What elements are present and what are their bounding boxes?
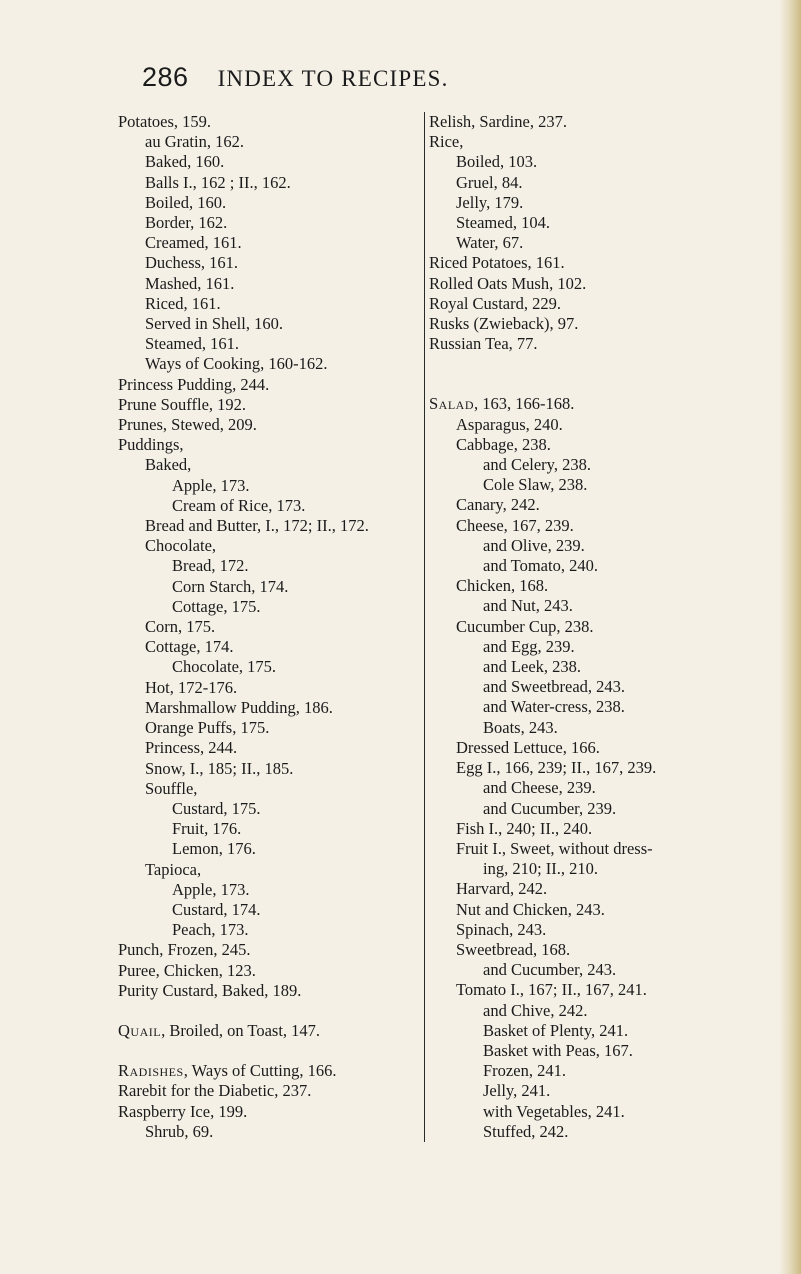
index-entry bbox=[429, 435, 779, 455]
section-letter-heading: Quail bbox=[118, 1020, 162, 1040]
section-letter-heading: Salad bbox=[429, 394, 475, 414]
index-entry bbox=[429, 516, 779, 536]
index-entry-text: Princess Pudding, 244. bbox=[118, 374, 270, 394]
index-entry-text: Chicken, 168. bbox=[456, 576, 549, 596]
index-entry bbox=[429, 657, 779, 677]
index-entry bbox=[118, 334, 418, 354]
page-header bbox=[142, 62, 449, 93]
index-entry bbox=[118, 698, 418, 718]
index-entry bbox=[429, 940, 779, 960]
index-entry bbox=[118, 213, 418, 233]
index-entry-text: Raspberry Ice, 199. bbox=[118, 1101, 248, 1121]
index-entry-text: Custard, 174. bbox=[172, 899, 261, 919]
index-entry-text: Spinach, 243. bbox=[456, 919, 547, 939]
index-entry-text: Custard, 175. bbox=[172, 798, 261, 818]
index-entry-text: Frozen, 241. bbox=[483, 1061, 566, 1081]
index-entry bbox=[429, 556, 779, 576]
index-entry bbox=[429, 819, 779, 839]
index-entry-text: and Cheese, 239. bbox=[483, 778, 596, 798]
index-entry bbox=[118, 536, 418, 556]
index-entry bbox=[118, 395, 418, 415]
index-entry-text: Rusks (Zwieback), 97. bbox=[429, 314, 579, 334]
index-entry-text: Prune Souffle, 192. bbox=[118, 394, 247, 414]
index-entry-text: Sweetbread, 168. bbox=[456, 939, 571, 959]
index-entry bbox=[118, 860, 418, 880]
index-entry-text: au Gratin, 162. bbox=[145, 132, 244, 152]
index-entry bbox=[429, 697, 779, 717]
index-entry bbox=[429, 637, 779, 657]
index-entry bbox=[118, 455, 418, 475]
index-entry bbox=[118, 294, 418, 314]
index-entry bbox=[118, 900, 418, 920]
index-entry bbox=[429, 900, 779, 920]
index-entry-text: Rolled Oats Mush, 102. bbox=[429, 273, 587, 293]
index-entry-text: Puree, Chicken, 123. bbox=[118, 960, 256, 980]
index-entry bbox=[429, 152, 779, 172]
index-entry-text: Cabbage, 238. bbox=[456, 434, 551, 454]
index-entry bbox=[118, 435, 418, 455]
index-entry-text: and Celery, 238. bbox=[483, 455, 591, 475]
index-entry-text: Peach, 173. bbox=[172, 920, 249, 940]
index-entry-text: Purity Custard, Baked, 189. bbox=[118, 980, 302, 1000]
index-entry bbox=[118, 132, 418, 152]
index-entry bbox=[429, 314, 779, 334]
page-edge bbox=[779, 0, 801, 1274]
index-entry bbox=[429, 415, 779, 435]
index-entry-text: ing, 210; II., 210. bbox=[483, 859, 599, 879]
index-entry bbox=[118, 597, 418, 617]
index-entry-text: Gruel, 84. bbox=[456, 172, 523, 192]
index-entry bbox=[429, 677, 779, 697]
index-entry bbox=[429, 960, 779, 980]
index-entry bbox=[118, 556, 418, 576]
index-entry-text: Cole Slaw, 238. bbox=[483, 475, 588, 495]
index-entry-text: Duchess, 161. bbox=[145, 253, 239, 273]
index-entry bbox=[118, 678, 418, 698]
index-entry-text: and Water-cress, 238. bbox=[483, 697, 625, 717]
index-entry bbox=[429, 132, 779, 152]
index-entry bbox=[429, 920, 779, 940]
index-entry-text: Steamed, 104. bbox=[456, 213, 550, 233]
index-entry-text: Cottage, 175. bbox=[172, 596, 261, 616]
index-entry-text: Bread, 172. bbox=[172, 556, 249, 576]
index-entry bbox=[118, 173, 418, 193]
index-entry bbox=[429, 576, 779, 596]
index-entry bbox=[429, 213, 779, 233]
index-entry-text: Boats, 243. bbox=[483, 717, 558, 737]
index-entry bbox=[429, 1081, 779, 1101]
index-entry bbox=[118, 314, 418, 334]
index-column-right bbox=[424, 112, 779, 1142]
index-entry-text: Marshmallow Pudding, 186. bbox=[145, 697, 333, 717]
index-entry-text: Chocolate, bbox=[145, 536, 217, 556]
index-entry bbox=[429, 536, 779, 556]
index-entry bbox=[118, 799, 418, 819]
index-entry-text: and Cucumber, 243. bbox=[483, 960, 617, 980]
index-entry bbox=[429, 839, 779, 859]
index-entry bbox=[429, 112, 779, 132]
section-gap bbox=[118, 1041, 418, 1061]
index-entry-text: Apple, 173. bbox=[172, 879, 250, 899]
index-entry bbox=[118, 476, 418, 496]
index-entry-text: Nut and Chicken, 243. bbox=[456, 899, 605, 919]
index-entry bbox=[429, 596, 779, 616]
index-entry bbox=[118, 637, 418, 657]
index-entry-text: Punch, Frozen, 245. bbox=[118, 940, 251, 960]
index-entry-text: , Broiled, on Toast, 147. bbox=[161, 1020, 321, 1040]
index-entry-text: Jelly, 241. bbox=[483, 1081, 551, 1101]
index-entry-text: and Cucumber, 239. bbox=[483, 798, 617, 818]
index-entry bbox=[429, 193, 779, 213]
index-entry-text: Shrub, 69. bbox=[145, 1121, 214, 1141]
index-entry bbox=[429, 778, 779, 798]
index-entry bbox=[429, 495, 779, 515]
index-entry bbox=[429, 1122, 779, 1142]
index-entry-text: , 163, 166-168. bbox=[474, 394, 575, 414]
index-entry-text: Mashed, 161. bbox=[145, 273, 235, 293]
index-entry bbox=[429, 455, 779, 475]
index-entry bbox=[429, 980, 779, 1000]
index-entry-text: Steamed, 161. bbox=[145, 334, 239, 354]
index-entry bbox=[429, 394, 779, 414]
index-entry-text: Boiled, 103. bbox=[456, 152, 538, 172]
index-entry bbox=[429, 253, 779, 273]
index-entry bbox=[429, 859, 779, 879]
index-entry bbox=[118, 152, 418, 172]
index-entry-text: Fruit, 176. bbox=[172, 819, 242, 839]
index-entry-text: Fruit I., Sweet, without dress- bbox=[456, 838, 653, 858]
index-entry bbox=[118, 415, 418, 435]
index-entry-text: Tapioca, bbox=[145, 859, 202, 879]
index-entry-text: Cottage, 174. bbox=[145, 637, 234, 657]
index-entry bbox=[429, 1041, 779, 1061]
index-entry bbox=[118, 779, 418, 799]
index-entry bbox=[118, 193, 418, 213]
index-entry bbox=[118, 880, 418, 900]
index-entry-text: Canary, 242. bbox=[456, 495, 540, 515]
index-entry-text: Snow, I., 185; II., 185. bbox=[145, 758, 294, 778]
index-entry-text: Basket with Peas, 167. bbox=[483, 1040, 633, 1060]
index-entry bbox=[118, 1122, 418, 1142]
index-entry bbox=[429, 173, 779, 193]
index-entry-text: Puddings, bbox=[118, 435, 184, 455]
index-entry-text: Riced Potatoes, 161. bbox=[429, 253, 565, 273]
index-entry bbox=[118, 759, 418, 779]
index-entry-text: Balls I., 162 ; II., 162. bbox=[145, 172, 291, 192]
index-entry-text: Bread and Butter, I., 172; II., 172. bbox=[145, 516, 369, 536]
index-entry bbox=[118, 233, 418, 253]
index-entry bbox=[118, 1061, 418, 1081]
index-entry-text: Potatoes, 159. bbox=[118, 112, 212, 131]
index-entry bbox=[118, 839, 418, 859]
index-entry-text: and Chive, 242. bbox=[483, 1000, 588, 1020]
index-entry bbox=[429, 758, 779, 778]
index-entry-text: Served in Shell, 160. bbox=[145, 314, 283, 334]
index-entry-text: Egg I., 166, 239; II., 167, 239. bbox=[456, 758, 657, 778]
index-entry bbox=[429, 617, 779, 637]
index-entry bbox=[118, 1102, 418, 1122]
page-number: 286 bbox=[142, 62, 189, 92]
index-entry-text: Russian Tea, 77. bbox=[429, 334, 538, 354]
index-entry bbox=[118, 1021, 418, 1041]
index-entry-text: and Leek, 238. bbox=[483, 657, 582, 677]
index-entry bbox=[118, 940, 418, 960]
index-entry bbox=[118, 920, 418, 940]
section-gap bbox=[429, 374, 779, 394]
index-entry-text: Creamed, 161. bbox=[145, 233, 242, 253]
index-entry bbox=[118, 375, 418, 395]
index-entry bbox=[429, 738, 779, 758]
index-entry-text: Rice, bbox=[429, 132, 464, 152]
index-entry-text: Cucumber Cup, 238. bbox=[456, 616, 594, 636]
index-entry bbox=[118, 516, 418, 536]
index-entry bbox=[118, 657, 418, 677]
index-entry-text: Cheese, 167, 239. bbox=[456, 515, 574, 535]
index-entry bbox=[429, 274, 779, 294]
index-entry-text: Hot, 172-176. bbox=[145, 677, 238, 697]
index-entry bbox=[118, 617, 418, 637]
index-entry-text: and Sweetbread, 243. bbox=[483, 677, 626, 697]
index-entry-text: Chocolate, 175. bbox=[172, 657, 277, 677]
index-entry-text: Stuffed, 242. bbox=[483, 1121, 569, 1141]
index-entry-text: Prunes, Stewed, 209. bbox=[118, 415, 257, 435]
index-entry bbox=[118, 718, 418, 738]
index-entry-text: Souffle, bbox=[145, 778, 198, 798]
index-entry-text: Harvard, 242. bbox=[456, 879, 548, 899]
index-column-left bbox=[118, 112, 418, 1142]
index-entry bbox=[429, 879, 779, 899]
index-entry bbox=[429, 1061, 779, 1081]
index-entry-text: , Ways of Cutting, 166. bbox=[183, 1061, 337, 1081]
section-gap bbox=[429, 354, 779, 374]
index-entry bbox=[118, 819, 418, 839]
index-entry-text: Corn Starch, 174. bbox=[172, 576, 289, 596]
index-entry bbox=[118, 354, 418, 374]
index-entry-text: and Egg, 239. bbox=[483, 636, 575, 656]
index-entry-text: Border, 162. bbox=[145, 213, 228, 233]
index-entry-text: Corn, 175. bbox=[145, 617, 216, 637]
index-entry-text: Baked, 160. bbox=[145, 152, 225, 172]
index-entry-text: and Olive, 239. bbox=[483, 535, 585, 555]
index-entry-text: Boiled, 160. bbox=[145, 192, 227, 212]
index-entry-text: Relish, Sardine, 237. bbox=[429, 112, 567, 131]
page-title: INDEX TO RECIPES. bbox=[217, 66, 449, 91]
index-entry bbox=[118, 961, 418, 981]
index-entry bbox=[429, 718, 779, 738]
index-entry-text: with Vegetables, 241. bbox=[483, 1101, 625, 1121]
index-entry bbox=[118, 1081, 418, 1101]
section-letter-heading: Radishes bbox=[118, 1061, 184, 1081]
index-entry bbox=[429, 334, 779, 354]
index-entry-text: Tomato I., 167; II., 167, 241. bbox=[456, 980, 647, 1000]
index-entry bbox=[118, 738, 418, 758]
index-entry-text: Asparagus, 240. bbox=[456, 414, 563, 434]
index-entry bbox=[118, 112, 418, 132]
index-entry-text: Apple, 173. bbox=[172, 475, 250, 495]
index-entry-text: Riced, 161. bbox=[145, 293, 221, 313]
index-entry-text: Rarebit for the Diabetic, 237. bbox=[118, 1081, 312, 1101]
index-entry-text: Water, 67. bbox=[456, 233, 524, 253]
index-entry-text: Orange Puffs, 175. bbox=[145, 718, 270, 738]
index-entry-text: Dressed Lettuce, 166. bbox=[456, 737, 600, 757]
index-entry bbox=[118, 274, 418, 294]
index-entry bbox=[118, 253, 418, 273]
index-entry bbox=[429, 1102, 779, 1122]
index-entry bbox=[118, 981, 418, 1001]
index-entry-text: Ways of Cooking, 160-162. bbox=[145, 354, 328, 374]
index-entry-text: Princess, 244. bbox=[145, 738, 238, 758]
index-entry-text: Royal Custard, 229. bbox=[429, 293, 561, 313]
index-entry-text: Jelly, 179. bbox=[456, 192, 524, 212]
index-entry bbox=[429, 1021, 779, 1041]
index-entry bbox=[429, 475, 779, 495]
section-gap bbox=[118, 1001, 418, 1021]
index-entry bbox=[429, 233, 779, 253]
index-entry-text: and Tomato, 240. bbox=[483, 556, 598, 576]
index-entry-text: and Nut, 243. bbox=[483, 596, 573, 616]
index-entry bbox=[429, 799, 779, 819]
index-entry-text: Lemon, 176. bbox=[172, 839, 256, 859]
index-entry bbox=[429, 294, 779, 314]
index-entry-text: Fish I., 240; II., 240. bbox=[456, 818, 593, 838]
index-entry-text: Baked, bbox=[145, 455, 192, 475]
index-entry bbox=[118, 577, 418, 597]
index-entry bbox=[429, 1001, 779, 1021]
index-entry bbox=[118, 496, 418, 516]
index-entry-text: Basket of Plenty, 241. bbox=[483, 1020, 629, 1040]
index-entry-text: Cream of Rice, 173. bbox=[172, 495, 306, 515]
